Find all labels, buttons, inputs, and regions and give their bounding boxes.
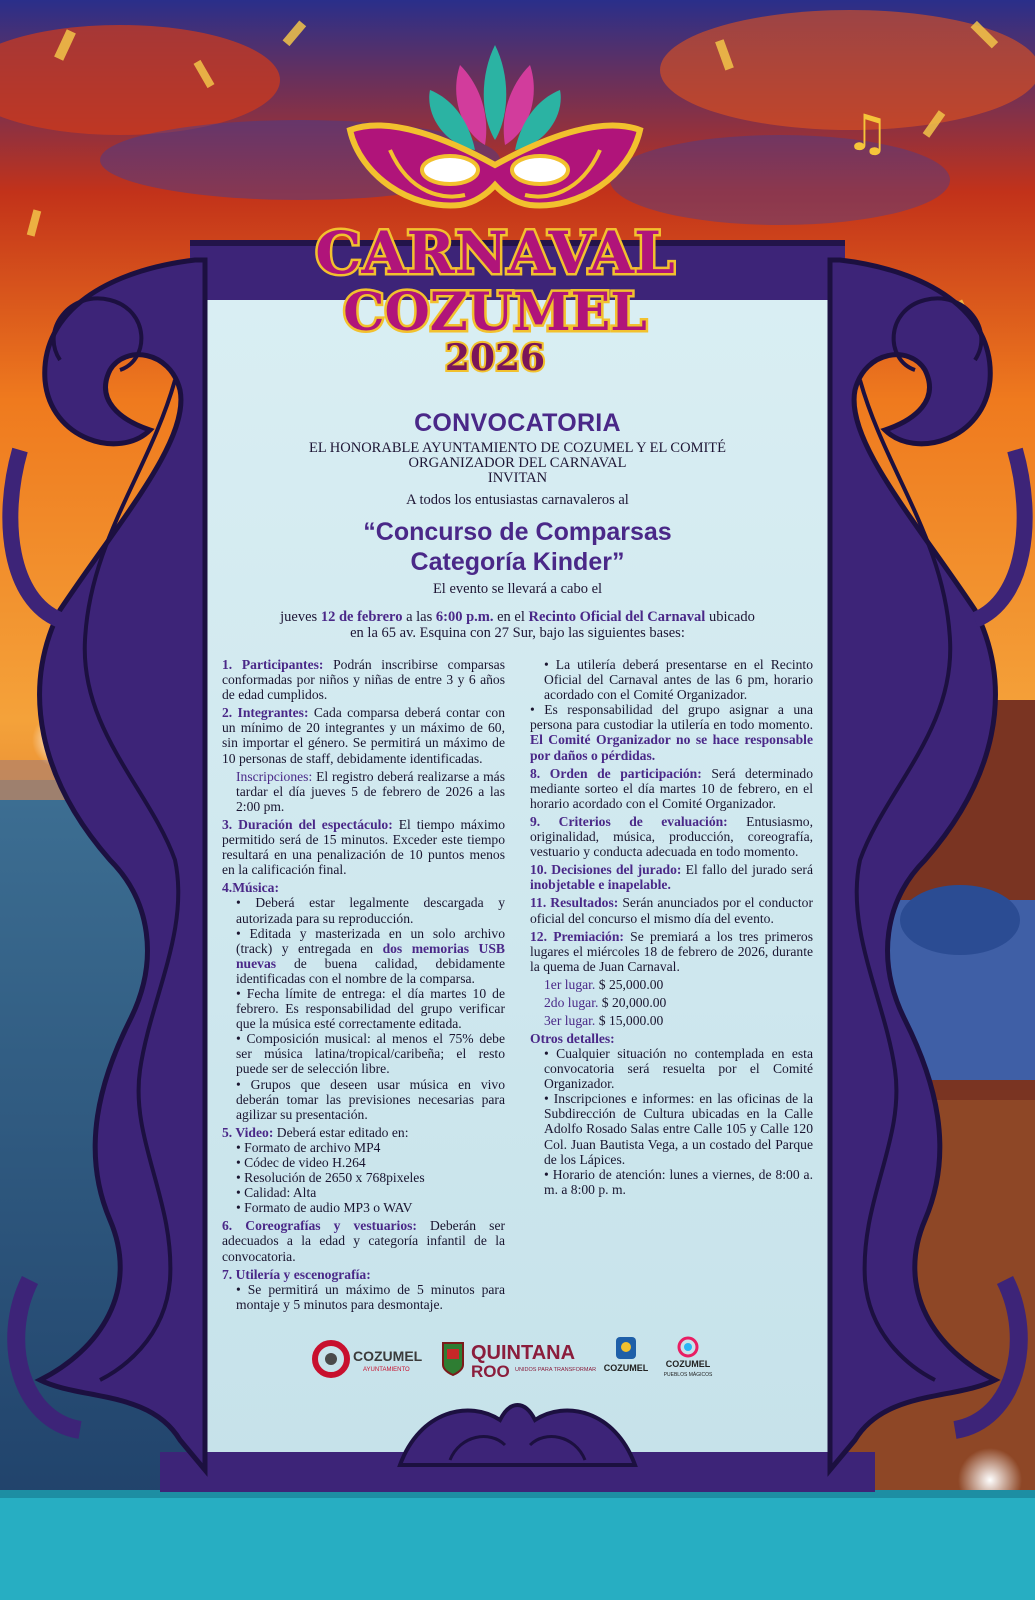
cozumel-ayuntamiento-logo: [313, 1339, 428, 1379]
video-spec: • Formato de archivo MP4: [236, 1139, 381, 1155]
prize-second: 2do lugar. $ 20,000.00: [544, 994, 667, 1010]
feathers-icon: [429, 45, 561, 150]
content-panel: [205, 395, 830, 1470]
contest-title-line-2: Categoría Kinder”: [410, 548, 625, 576]
contest-title: [205, 517, 830, 577]
music-item: • Deberá estar legalmente descargada y autorizada para su reproducción.: [236, 895, 505, 926]
rules-left-column: [222, 657, 505, 1315]
invite-text: A todos los entusiastas carnavaleros al: [406, 492, 629, 508]
props-item: • Es responsabilidad del grupo asignar a una persona para custodiar la utilería en todo momento. El Comité Organizador no se hace responsable por daños o pérdidas.: [530, 702, 813, 763]
prize-first: 1er lugar. $ 25,000.00: [544, 976, 664, 992]
rule-duration: 3. Duración del espectáculo: El tiempo máximo permitido será de 15 minutos. Exceder este tiempo resultará en una penalización de 10 puntos menos en la calificación final.: [222, 816, 505, 878]
video-spec-list: [222, 1140, 505, 1215]
rule-criteria: 9. Criterios de evaluación: Entusiasmo, originalidad, música, producción, coreografía, vestuario y conducta adecuada en todo momento.: [530, 813, 813, 860]
rule-awards: 12. Premiación: Se premiará a los tres primeros lugares el miércoles 18 de febrero de 2026, durante la quema de Juan Carnaval.: [530, 928, 813, 974]
rules-right-column: [530, 657, 813, 1197]
svg-text:QUINTANA: QUINTANA: [471, 1342, 576, 1364]
other-item: • Inscripciones e informes: en las oficinas de la Subdirección de Cultura ubicadas en la Calle Adolfo Rosado Salas entre Calle 105 y Calle 120 Col. Juan Bautista Vega, a un costado del Parque de los Lápices.: [544, 1091, 813, 1167]
video-spec: • Formato de audio MP3 o WAV: [236, 1200, 413, 1216]
rule-jury: 10. Decisiones del jurado: El fallo del jurado será inobjetable e inapelable.: [530, 862, 813, 893]
event-location-line: en la 65 av. Esquina con 27 Sur, bajo las siguientes bases:: [350, 625, 685, 641]
video-spec: • Resolución de 2650 x 768pixeles: [236, 1170, 425, 1186]
svg-text:ROO: ROO: [471, 1362, 510, 1381]
other-item: • Horario de atención: lunes a viernes, de 8:00 a. m. a 8:00 p. m.: [544, 1166, 813, 1197]
prize-list: [530, 976, 813, 1030]
music-item: • Editada y masterizada en un solo archivo (track) y entregada en dos memorias USB nuevas de buena calidad, debidamente identificadas con el nombre de la comparsa.: [236, 925, 505, 986]
logo-line1: CARNAVAL: [315, 219, 675, 287]
music-item: • Grupos que deseen usar música en vivo deberán tomar las previsiones necesarias para agilizar su presentación.: [236, 1076, 505, 1122]
rule-video: 5. Video: Deberá estar editado en:: [222, 1124, 409, 1140]
prize-third: 3er lugar. $ 15,000.00: [544, 1012, 664, 1028]
contest-title-line-1: “Concurso de Comparsas: [363, 518, 672, 546]
rule-music-heading: 4.Música:: [222, 880, 280, 896]
state-shield-icon: [441, 1341, 465, 1377]
dif-cozumel-logo: [603, 1335, 649, 1381]
svg-text:UNIDOS PARA TRANSFORMAR: UNIDOS PARA TRANSFORMAR: [515, 1367, 597, 1373]
logo-line2: COZUMEL: [343, 282, 647, 343]
props-item: • Se permitirá un máximo de 5 minutos para montaje y 5 minutos para desmontaje.: [236, 1281, 505, 1312]
organizer-line-2: ORGANIZADOR DEL CARNAVAL: [408, 455, 627, 471]
rule-participants: 1. Participantes: Podrán inscribirse comparsas conformadas por niños y niñas de entre 3 y 6 años de edad cumplidos.: [222, 657, 505, 703]
logo-year: 2026: [444, 337, 546, 379]
rule-choreography: 6. Coreografías y vestuarios: Deberán ser adecuados a la edad y categoría infantil de la convocatoria.: [222, 1218, 505, 1264]
svg-text:COZUMEL: COZUMEL: [353, 1348, 423, 1364]
props-item: • La utilería deberá presentarse en el Recinto Oficial del Carnaval antes de las 6 pm, horario acordado con el Comité Organizador.: [544, 657, 813, 703]
rule-props-heading: 7. Utilería y escenografía:: [222, 1266, 371, 1282]
svg-text:♫: ♫: [845, 104, 890, 162]
event-date-line: jueves 12 de febrero a las 6:00 p.m. en el Recinto Oficial del Carnaval ubicado: [280, 609, 755, 625]
sponsor-logos: [313, 1335, 713, 1383]
svg-text:PUEBLOS MÁGICOS: PUEBLOS MÁGICOS: [663, 1372, 713, 1378]
quintana-roo-logo: [469, 1337, 597, 1381]
video-spec: • Calidad: Alta: [236, 1185, 317, 1201]
rule-registration: Inscripciones: El registro deberá realizarse a más tardar el día jueves 5 de febrero de 2026 a las 2:00 pm.: [236, 768, 505, 814]
music-item: • Fecha límite de entrega: el día martes 10 de febrero. Es responsabilidad del grupo verificar que la música esté correctamente editada.: [236, 985, 505, 1032]
event-intro: El evento se llevará a cabo el: [432, 581, 603, 597]
rule-results: 11. Resultados: Serán anunciados por el conductor oficial del concurso el mismo día del evento.: [530, 895, 813, 926]
organizer-line-1: EL HONORABLE AYUNTAMIENTO DE COZUMEL Y EL COMITÉ: [308, 440, 727, 456]
organizer-line-3: INVITAN: [487, 470, 548, 486]
svg-text:COZUMEL: COZUMEL: [665, 1359, 711, 1369]
rule-order: 8. Orden de participación: Será determinado mediante sorteo el día martes 10 de febrero, en el horario acordado con el Comité Organizador.: [530, 765, 813, 811]
svg-text:AYUNTAMIENTO: AYUNTAMIENTO: [363, 1367, 410, 1373]
video-spec: • Códec de video H.264: [236, 1155, 366, 1170]
pueblos-magicos-logo: [663, 1335, 713, 1381]
other-details-list: [530, 1046, 813, 1197]
rule-members: 2. Integrantes: Cada comparsa deberá contar con un mínimo de 20 integrantes y un máximo de 60, sin importar el género. Se permitirá un máximo de 10 personas de staff, debidamente identificadas.: [222, 705, 505, 766]
event-details: [205, 609, 830, 641]
music-item: • Composición musical: al menos el 75% debe ser música latina/tropical/caribeña; el resto puede ser de selección libre.: [236, 1031, 505, 1077]
rule-music-list: [222, 895, 505, 1121]
other-item: • Cualquier situación no contemplada en esta convocatoria será resuelta por el Comité Organizador.: [544, 1045, 813, 1092]
other-details-heading: Otros detalles:: [530, 1030, 615, 1046]
organizer-text: [205, 441, 830, 486]
svg-text:COZUMEL: COZUMEL: [603, 1363, 649, 1373]
carnaval-logo: [315, 35, 675, 380]
page-title: CONVOCATORIA: [414, 409, 621, 437]
